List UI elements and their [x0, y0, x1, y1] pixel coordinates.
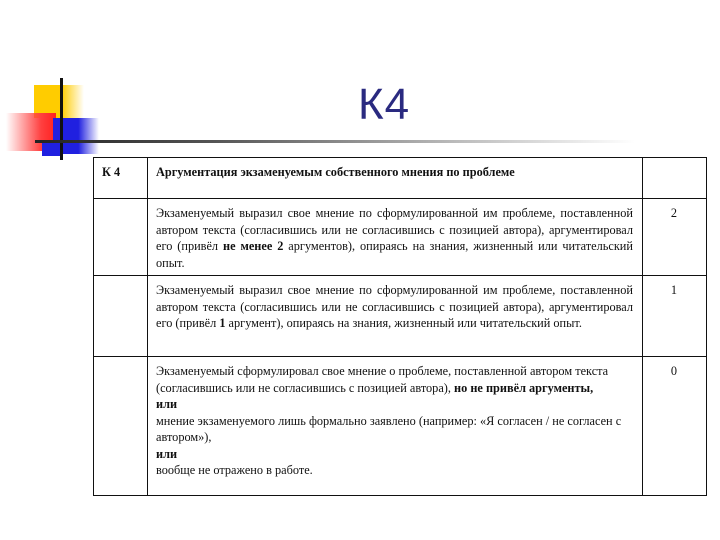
criterion-code: К 4	[94, 158, 148, 199]
criterion-description: Экзаменуемый выразил свое мнение по сформулированной им проблеме, поставленной автором текста (согласившись или не согласившись с позицией автора), аргументировал его (привёл не менее 2 аргументов), опираясь на знания, жизненный или читательский опыт.	[148, 199, 643, 276]
empty-cell	[94, 276, 148, 357]
score-value: 2	[643, 199, 707, 276]
criteria-table	[93, 157, 707, 496]
table-header-row	[94, 158, 707, 199]
empty-cell	[94, 357, 148, 496]
criterion-title: Аргументация экзаменуемым собственного мнения по проблеме	[148, 158, 643, 199]
title-underline	[35, 140, 635, 143]
logo-blue-square-small	[42, 141, 62, 156]
criterion-description: Экзаменуемый сформулировал свое мнение о проблеме, поставленной автором текста (согласившись или не согласившись с позицией автора), но не привёл аргументы, или мнение экзаменуемого лишь формально заявлено (например: «Я согласен / не согласен с автором»), или вообще не отражено в работе.	[148, 357, 643, 496]
table-row	[94, 199, 707, 276]
empty-cell	[94, 199, 148, 276]
slide-title: К4	[358, 80, 411, 129]
score-value: 1	[643, 276, 707, 357]
table-row	[94, 276, 707, 357]
score-header	[643, 158, 707, 199]
criterion-description: Экзаменуемый выразил свое мнение по сформулированной им проблеме, поставленной автором текста (согласившись или не согласившись с позицией автора), аргументировал его (привёл 1 аргумент), опираясь на знания, жизненный или читательский опыт.	[148, 276, 643, 357]
logo-vertical-line	[60, 78, 63, 160]
table-row	[94, 357, 707, 496]
score-value: 0	[643, 357, 707, 496]
